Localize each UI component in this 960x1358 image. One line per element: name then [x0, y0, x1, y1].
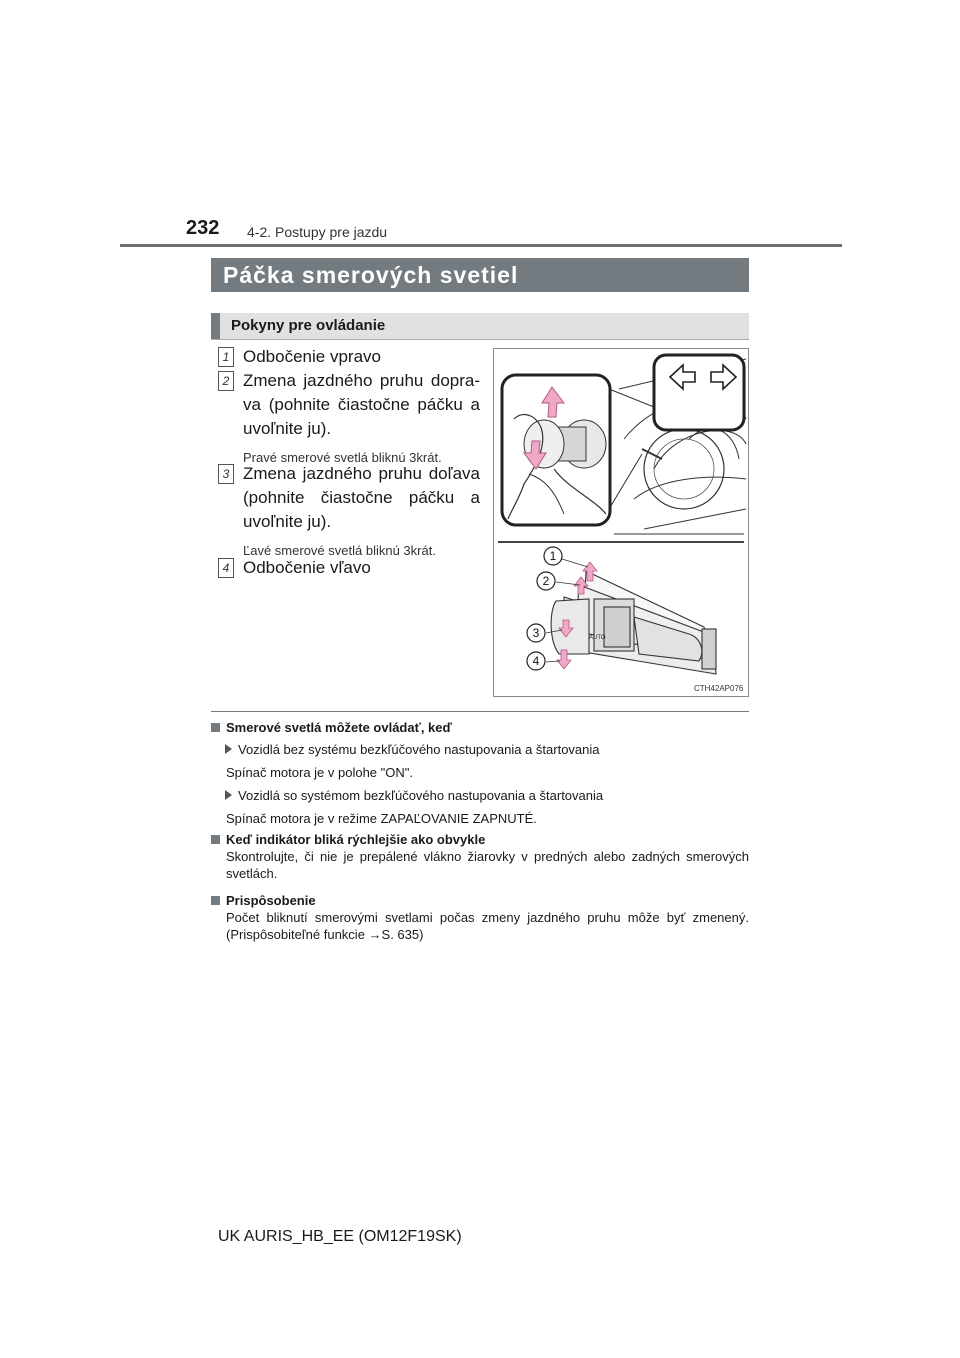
callout-label: 2: [542, 574, 550, 588]
item-note: Pravé smerové svetlá bliknú 3krát.: [243, 450, 442, 465]
callout-label: 1: [549, 549, 557, 563]
section-title: Páčka smerových svetiel: [211, 258, 749, 292]
section-divider: [211, 711, 749, 712]
item-number: 2: [218, 371, 234, 391]
note-heading: Prispôsobenie: [226, 893, 316, 908]
item-number: 1: [218, 347, 234, 367]
subsection-rule: [211, 339, 749, 340]
footer-manual-code: UK AURIS_HB_EE (OM12F19SK): [218, 1228, 462, 1245]
list-item: [218, 345, 480, 369]
note-heading: Keď indikátor bliká rýchlejšie ako obvykle: [226, 832, 486, 847]
triangle-bullet-icon: [225, 744, 232, 754]
list-item: [218, 369, 480, 467]
note-text: Skontrolujte, či nie je prepálené vlákno žiarovky v predných alebo zadných smerových svetlách.: [226, 849, 749, 881]
subsection-title: Pokyny pre ovládanie: [211, 313, 749, 339]
bullet-square-icon: [211, 723, 220, 732]
note-block: [211, 719, 749, 827]
header-rule: [120, 244, 842, 247]
item-note: Ľavé smerové svetlá bliknú 3krát.: [243, 543, 436, 558]
item-text: Zmena jazdného pruhu doľava (pohnite čiastočne páčku a uvoľnite ju).: [243, 464, 480, 531]
bullet-square-icon: [211, 896, 220, 905]
page-number: 232: [186, 217, 220, 239]
note-text: Počet bliknutí smerovými svetlami počas zmeny jazdného pruhu môže byť zmenený. (Prispôsobiteľné funkcie →S. 635): [226, 910, 749, 942]
lever-illustration-drawing: [494, 349, 748, 696]
item-number: 3: [218, 464, 234, 484]
note-subheading: Vozidlá so systémom bezkľúčového nastupovania a štartovania: [238, 788, 604, 803]
list-item: [218, 462, 480, 560]
note-subheading: Vozidlá bez systému bezkľúčového nastupovania a štartovania: [238, 742, 600, 757]
note-block: [211, 892, 749, 943]
bullet-square-icon: [211, 835, 220, 844]
item-text: Odbočenie vpravo: [243, 347, 381, 366]
item-text: Odbočenie vľavo: [243, 558, 371, 577]
breadcrumb: 4-2. Postupy pre jazdu: [247, 224, 388, 240]
callout-label: 3: [532, 626, 540, 640]
callout-label: 4: [532, 654, 540, 668]
note-block: [211, 831, 749, 882]
figure-code: CTH42AP076: [694, 684, 744, 693]
list-item: [218, 556, 480, 580]
note-text: Spínač motora je v polohe "ON".: [226, 765, 413, 780]
triangle-bullet-icon: [225, 790, 232, 800]
note-heading: Smerové svetlá môžete ovládať, keď: [226, 720, 452, 735]
auto-switch-label: AUTO: [589, 635, 606, 641]
indicator-box: [654, 355, 744, 430]
item-text: Zmena jazdného pruhu dopra-va (pohnite čiastočne páčku a uvoľnite ju).: [243, 371, 480, 438]
lever-illustration: [493, 348, 749, 697]
note-text: Spínač motora je v režime ZAPAĽOVANIE ZAPNUTÉ.: [226, 811, 537, 826]
item-number: 4: [218, 558, 234, 578]
